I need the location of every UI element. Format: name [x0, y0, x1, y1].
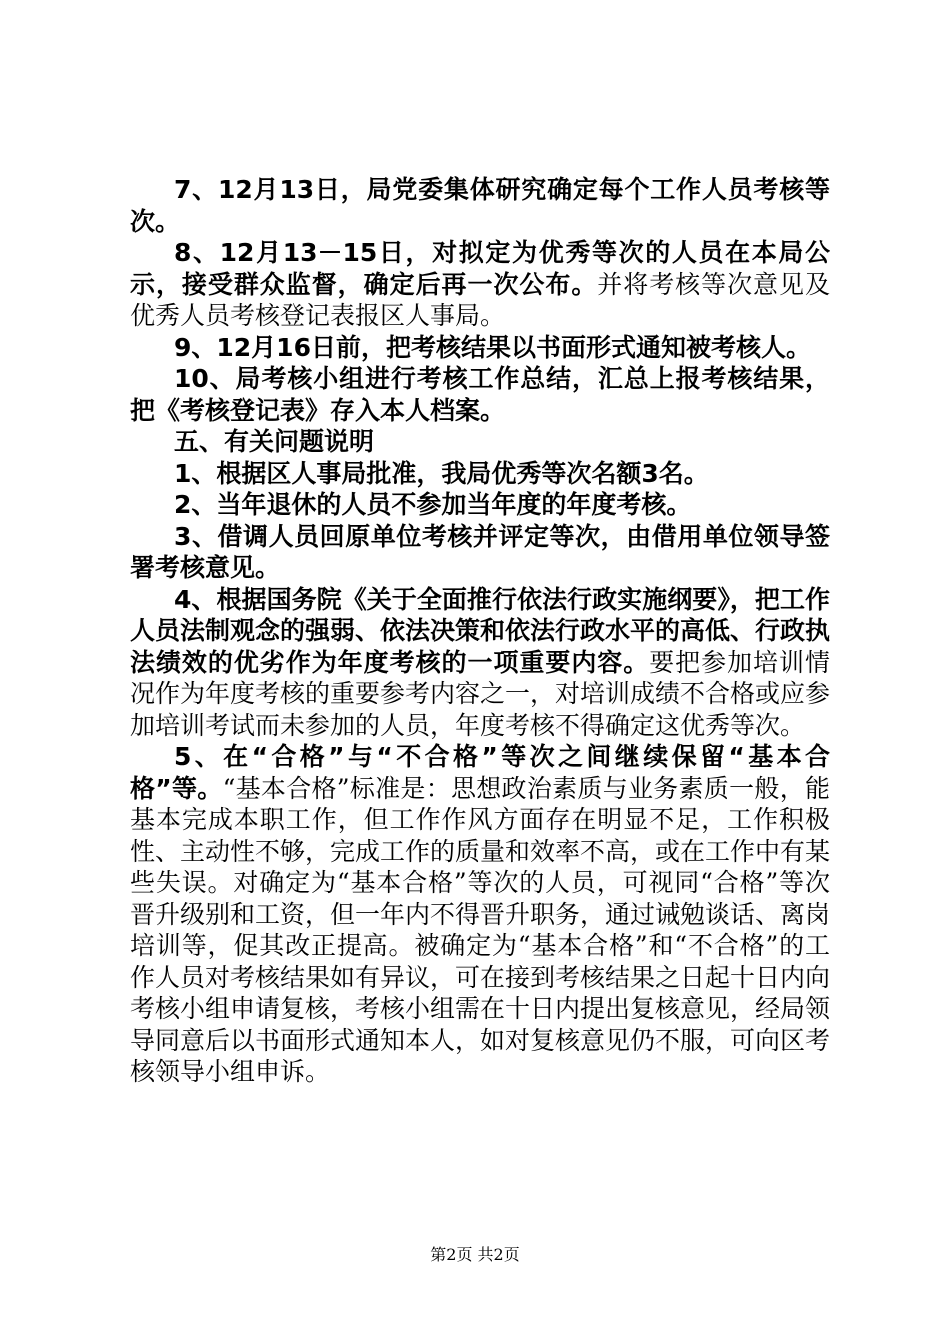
paragraph-note-3: 3、借调人员回原单位考核并评定等次，由借用单位领导签署考核意见。 — [130, 521, 830, 582]
section-heading-5: 五、有关问题说明 — [174, 427, 375, 456]
paragraph-item-10: 10、局考核小组进行考核工作总结，汇总上报考核结果，把《考核登记表》存入本人档案。 — [130, 364, 830, 425]
paragraph-item-7: 7、12月13日，局党委集体研究确定每个工作人员考核等次。 — [130, 175, 830, 236]
paragraph-note-5: 5、在“合格”与“不合格”等次之间继续保留“基本合格”等。“基本合格”标准是：思想政治素质与业务素质一般，能基本完成本职工作，但工作作风方面存在明显不足，工作积极性、主动性不够，完成工作的质量和效率不高，或在工作中有某些失误。对确定为“基本合格”等次的人员，可视同“合格”等次晋升级别和工资，但一年内不得晋升职务，通过诫勉谈话、离岗培训等，促其改正提高。被确定为“基本合格”和“不合格”的工作人员对考核结果如有异议，可在接到考核结果之日起十日内向考核小组申请复核，考核小组需在十日内提出复核意见，经局领导同意后以书面形式通知本人，如对复核意见仍不服，可向区考核领导小组申诉。 — [130, 742, 831, 1086]
paragraph-note-1: 1、根据区人事局批准，我局优秀等次名额3名。 — [174, 458, 709, 488]
paragraph-item-9: 9、12月16日前，把考核结果以书面形式通知被考核人。 — [174, 332, 811, 362]
document-body — [130, 175, 830, 1089]
page-footer — [0, 1242, 950, 1265]
paragraph-note-2: 2、当年退休的人员不参加当年度的年度考核。 — [174, 490, 692, 519]
page-number-label: 第2页 共2页 — [430, 1245, 520, 1264]
paragraph-note-4: 4、根据国务院《关于全面推行依法行政实施纲要》，把工作人员法制观念的强弱、依法决策和依法行政水平的高低、行政执法绩效的优劣作为年度考核的一项重要内容。要把参加培训情况作为年度考核的重要参考内容之一，对培训成绩不合格或应参加培训考试而未参加的人员，年度考核不得确定这优秀等次。 — [130, 584, 831, 740]
paragraph-item-8: 8、12月13－15日，对拟定为优秀等次的人员在本局公示，接受群众监督，确定后再一次公布。并将考核等次意见及优秀人员考核登记表报区人事局。 — [130, 238, 830, 330]
